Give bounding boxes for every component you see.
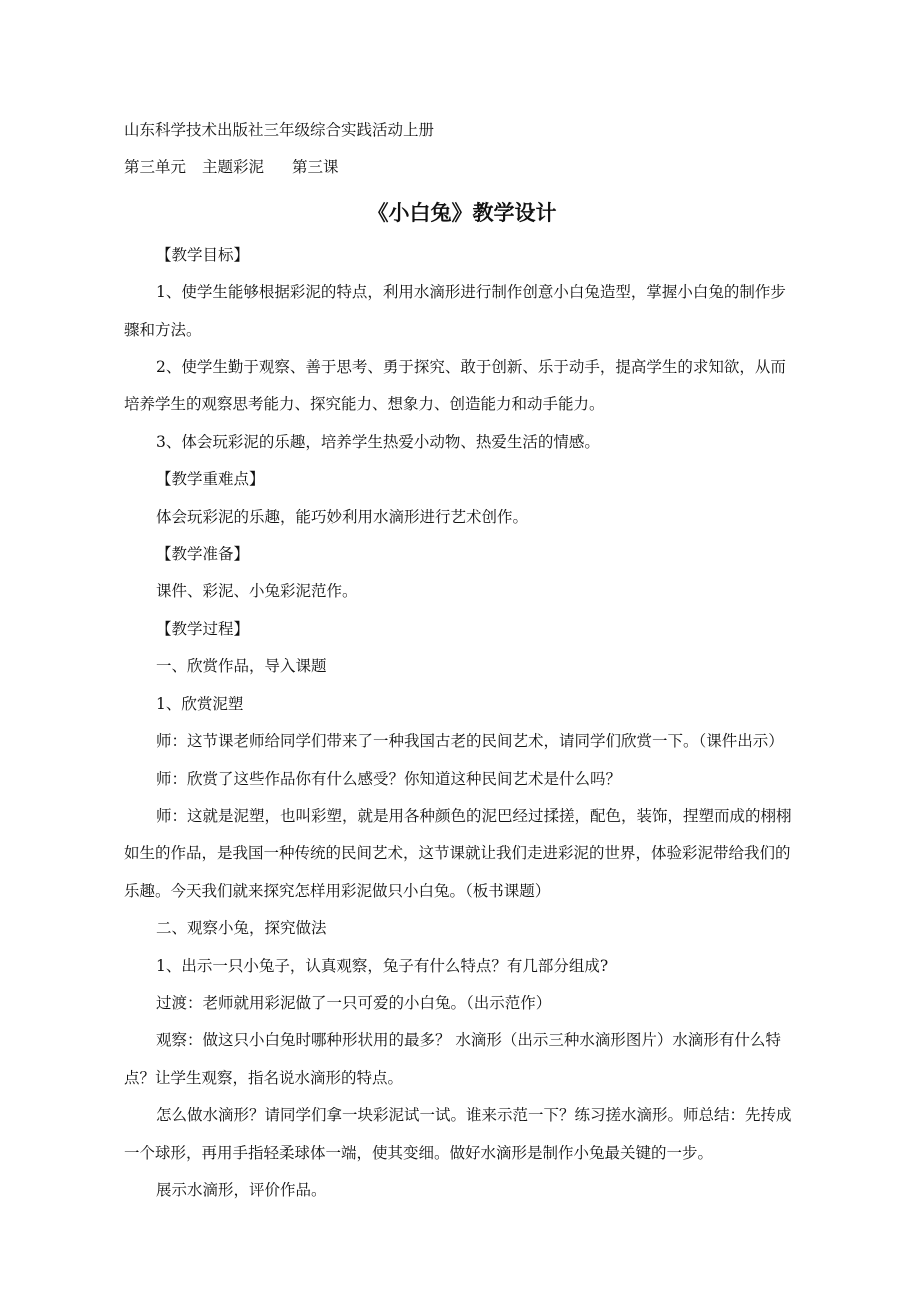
teacher-line-1: 师：这节课老师给同学们带来了一种我国古老的民间艺术，请同学们欣赏一下。（课件出示） [156, 732, 784, 751]
theme-label: 主题彩泥 [202, 158, 265, 177]
objective-1: 1、使学生能够根据彩泥的特点，利用水滴形进行制作创意小白兔造型，掌握小白兔的制作步骤和方法。 [124, 283, 786, 339]
key-points-text: 体会玩彩泥的乐趣，能巧妙利用水滴形进行艺术创作。 [156, 507, 529, 526]
teacher-line-3: 师：这就是泥塑，也叫彩塑，就是用各种颜色的泥巴经过揉搓，配色，装饰，捏塑而成的栩栩如生的作品，是我国一种传统的民间艺术，这节课就让我们走进彩泥的世界，体验彩泥带给我们的乐趣。今天我们就来探究怎样用彩泥做只小白兔。（板书课题） [124, 806, 792, 900]
unit-label: 第三单元 [124, 158, 187, 177]
objective-2: 2、使学生勤于观察、善于思考、勇于探究、敢于创新、乐于动手，提高学生的求知欲，从而培养学生的观察思考能力、探究能力、想象力、创造能力和动手能力。 [124, 358, 786, 414]
section-heading-key-points: 【教学重难点】 [156, 470, 265, 489]
process-substep-2: 1、出示一只小兔子，认真观察，兔子有什么特点？有几部分组成? [156, 956, 609, 975]
process-step-2: 二、观察小兔，探究做法 [156, 919, 327, 938]
document-page [124, 112, 800, 1209]
preparation-text: 课件、彩泥、小兔彩泥范作。 [156, 582, 358, 601]
section-heading-process: 【教学过程】 [156, 619, 250, 638]
showcase-line: 展示水滴形，评价作品。 [156, 1180, 327, 1199]
document-title: 《小白兔》教学设计 [367, 199, 557, 225]
transition-line: 过渡：老师就用彩泥做了一只可爱的小白兔。（出示范作） [156, 993, 552, 1012]
publisher-line: 山东科学技术出版社三年级综合实践活动上册 [124, 121, 435, 139]
teacher-line-2: 师：欣赏了这些作品你有什么感受？你知道这种民间艺术是什么吗？ [156, 769, 622, 788]
lesson-label: 第三课 [292, 158, 339, 177]
section-heading-preparation: 【教学准备】 [156, 545, 250, 564]
section-heading-objectives: 【教学目标】 [156, 245, 250, 264]
process-step-1: 一、欣赏作品，导入课题 [156, 657, 327, 676]
unit-line [124, 149, 800, 186]
process-substep-1: 1、欣赏泥塑 [156, 694, 244, 713]
practice-line: 怎么做水滴形？请同学们拿一块彩泥试一试。谁来示范一下？练习搓水滴形。师总结：先抟成一个球形，再用手指轻柔球体一端，使其变细。做好水滴形是制作小兔最关键的一步。 [124, 1106, 792, 1162]
objective-3: 3、体会玩彩泥的乐趣，培养学生热爱小动物、热爱生活的情感。 [156, 432, 600, 451]
observation-line: 观察：做这只小白兔时哪种形状用的最多？ 水滴形（出示三种水滴形图片）水滴形有什么特点？让学生观察，指名说水滴形的特点。 [124, 1031, 781, 1087]
